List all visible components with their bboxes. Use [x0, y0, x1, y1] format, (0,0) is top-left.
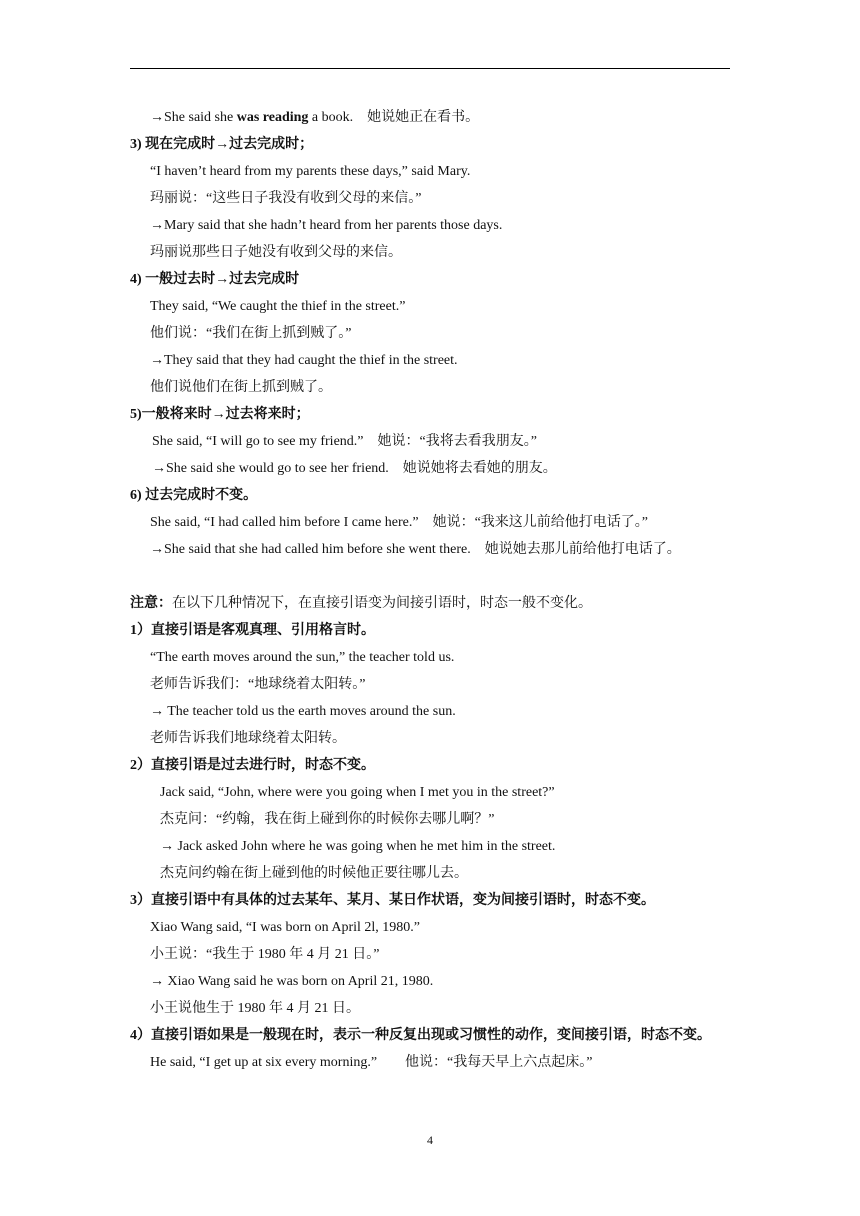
note-line [130, 590, 734, 617]
section-heading: 4) 一般过去时→过去完成时 [130, 272, 300, 287]
example-line: →She said that she had called him before she went there. 她说她去那儿前给他打电话了。 [150, 542, 681, 557]
paragraph-spacer [130, 563, 734, 590]
translation-line: 玛丽说：“这些日子我没有收到父母的来信。” [150, 191, 422, 206]
translation-line: 他们说：“我们在街上抓到贼了。” [150, 326, 352, 341]
example-line: →They said that they had caught the thief in the street. [150, 353, 458, 368]
translation-line: 老师告诉我们：“地球绕着太阳转。” [150, 677, 366, 692]
note-label: 注意： [130, 596, 172, 611]
example-line: → The teacher told us the earth moves around the sun. [150, 704, 456, 719]
section-heading: 3）直接引语中有具体的过去某年、某月、某日作状语，变为间接引语时，时态不变。 [130, 893, 655, 908]
note-text: 在以下几种情况下，在直接引语变为间接引语时，时态一般不变化。 [172, 596, 592, 611]
translation-line: 他们说他们在街上抓到贼了。 [150, 380, 332, 395]
example-line: He said, “I get up at six every morning.” 他说：“我每天早上六点起床。” [150, 1055, 593, 1070]
example-line: “I haven’t heard from my parents these days,” said Mary. [150, 164, 471, 179]
example-line: She said, “I will go to see my friend.” 她说：“我将去看我朋友。” [152, 434, 537, 449]
example-line: They said, “We caught the thief in the street.” [150, 299, 406, 314]
example-line: “The earth moves around the sun,” the teacher told us. [150, 650, 455, 665]
text-run: a book. 她说她正在看书。 [308, 110, 480, 125]
section-heading: 6) 过去完成时不变。 [130, 488, 258, 503]
example-line: →Mary said that she hadn’t heard from her parents those days. [150, 218, 503, 233]
section-heading: 1）直接引语是客观真理、引用格言时。 [130, 623, 375, 638]
example-line: Xiao Wang said, “I was born on April 2l, 1980.” [150, 920, 421, 935]
header-rule [130, 68, 730, 69]
translation-line: 小王说：“我生于 1980 年 4 月 21 日。” [150, 947, 380, 962]
section-heading: 4）直接引语如果是一般现在时，表示一种反复出现或习惯性的动作，变间接引语，时态不变。 [130, 1028, 711, 1043]
section-heading: 2）直接引语是过去进行时，时态不变。 [130, 758, 375, 773]
document-body [130, 104, 734, 1076]
example-line: →She said she would go to see her friend. 她说她将去看她的朋友。 [152, 461, 557, 476]
translation-line: 老师告诉我们地球绕着太阳转。 [150, 731, 346, 746]
text-run: →She said she [150, 110, 237, 125]
translation-line: 玛丽说那些日子她没有收到父母的来信。 [150, 245, 402, 260]
translation-line: 杰克问：“约翰，我在街上碰到你的时候你去哪儿啊？” [160, 812, 495, 827]
section-heading: 3) 现在完成时→过去完成时； [130, 137, 314, 152]
translation-line: 小王说他生于 1980 年 4 月 21 日。 [150, 1001, 360, 1016]
bold-text-run: was reading [236, 110, 309, 125]
example-line: → Xiao Wang said he was born on April 21, 1980. [150, 974, 434, 989]
example-indirect-line [130, 104, 734, 131]
example-line: → Jack asked John where he was going when he met him in the street. [160, 839, 556, 854]
page-number: 4 [427, 1133, 433, 1147]
example-line: Jack said, “John, where were you going when I met you in the street?” [160, 785, 555, 800]
translation-line: 杰克问约翰在街上碰到他的时候他正要往哪儿去。 [160, 866, 468, 881]
section-heading: 5)一般将来时→过去将来时； [130, 407, 310, 422]
example-line: She said, “I had called him before I came here.” 她说：“我来这儿前给他打电话了。” [150, 515, 649, 530]
